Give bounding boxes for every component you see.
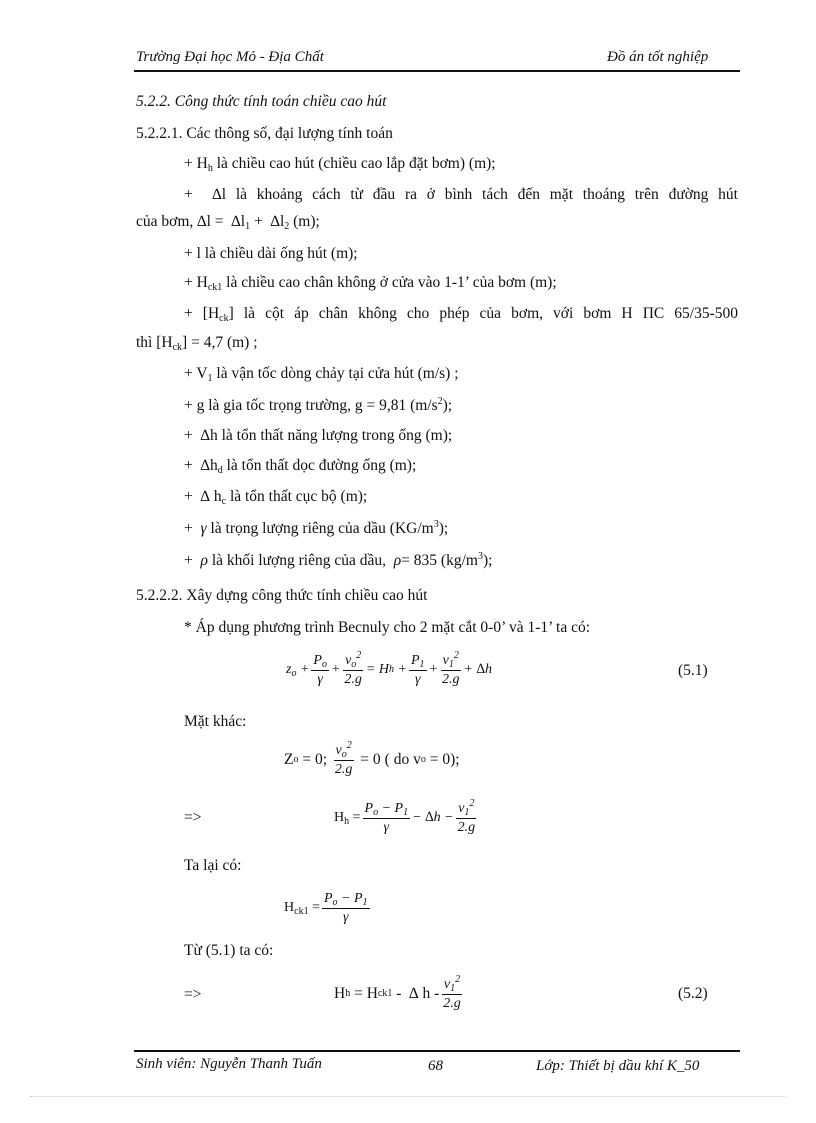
equation-5-2: H h = H ck1 - ∆ h - $\frac{v_1^2}{2.g}$ [334, 973, 461, 1011]
subsection-title-params: 5.2.2.1. Các thông số, đại lượng tính toán [136, 125, 393, 142]
param-delta-l-cont: của bơm, $\Delta l = \Delta l_1 + \Delta l_2$ (m); [136, 213, 320, 232]
footer-student: Sinh viên: Nguyễn Thanh Tuấn [136, 1056, 322, 1072]
param-hh: + $H_h$ là chiều cao hút (chiều cao lắp đặt bơm) (m); [184, 155, 496, 174]
param-hck1: + $H_{ck1}$ là chiều cao chân không ở cửa vào 1-1’ của bơm (m); [184, 274, 557, 293]
tu-5-1-label: Từ (5.1) ta có: [184, 942, 274, 959]
zo-condition: Z o = 0; $\frac{v_o^2}{2.g}$ = 0 ( do v o = 0); [284, 739, 460, 777]
param-gamma: + γ là trọng lượng riêng của dầu $(KG/m^3)$; [184, 519, 449, 537]
equation-hck1: $H_{ck1}$ = $\frac{P_o - P_1}{\gamma}$ [284, 890, 368, 925]
header-doc-type: Đồ án tốt nghiệp [607, 49, 709, 65]
param-hck-allow: + $[H_{ck}]$ là cột áp chân không cho phép của bơm, với bơm Н ПС 65/35-500 [184, 305, 739, 324]
footer-rule [134, 1050, 740, 1052]
header-school: Trường Đại học Mỏ - Địa Chất [136, 49, 324, 65]
param-hck-allow-cont: thì $[H_{ck}] = 4,7$ (m) ; [136, 334, 258, 353]
param-rho: + ρ là khối lượng riêng của dầu, ρ= 835 $(kg/m^3)$; [184, 551, 493, 569]
bernoulli-intro: * Áp dụng phương trình Becnuly cho 2 mặt cắt 0-0’ và 1-1’ ta có: [184, 619, 591, 636]
equation-5-1-number: (5.1) [678, 662, 708, 679]
param-v1: + $V_1$ là vận tốc dòng chảy tại cửa hút (m/s) ; [184, 365, 459, 384]
arrow-1: => [184, 809, 202, 826]
param-l: + l là chiều dài ống hút (m); [184, 245, 358, 262]
param-delta-hd: + $\Delta h_d$ là tổn thất dọc đường ống (m); [184, 457, 417, 476]
equation-hh: $H_h$ = $\frac{P_o - P_1}{\gamma}$ − ∆h − $\frac{v_1^2}{2.g}$ [334, 797, 476, 835]
footer-page-number: 68 [428, 1058, 443, 1074]
header-rule [134, 70, 740, 72]
page-bottom-dotted-border [30, 1096, 786, 1097]
param-delta-h: + ∆h là tổn thất năng lượng trong ống (m); [184, 427, 453, 444]
equation-5-1: $z_o$ + $\frac{P_o}{\gamma}$ + $\frac{v_o^2}{2.g}$ = H h + $\frac{P_1}{\gamma}$ + $\frac{v_1^2}{2.g}$ + ∆h [286, 649, 492, 687]
footer-class: Lớp: Thiết bị dầu khí K_50 [536, 1058, 700, 1074]
param-delta-l: + ∆l là khoảng cách từ đầu ra ở bình tách đến mặt thoáng trên đường hút [184, 186, 738, 203]
section-title: 5.2.2. Công thức tính toán chiều cao hút [136, 93, 387, 110]
equation-5-2-number: (5.2) [678, 985, 708, 1002]
ta-lai-co-label: Ta lại có: [184, 857, 242, 874]
subsection-title-formula: 5.2.2.2. Xây dựng công thức tính chiều cao hút [136, 587, 428, 604]
param-g: + g là gia tốc trọng trường, g = 9,81 $(m/s^2)$; [184, 396, 453, 414]
param-delta-hc: + ∆ $h_c$ là tổn thất cục bộ (m); [184, 488, 368, 507]
arrow-2: => [184, 986, 202, 1003]
mat-khac-label: Mặt khác: [184, 713, 247, 730]
